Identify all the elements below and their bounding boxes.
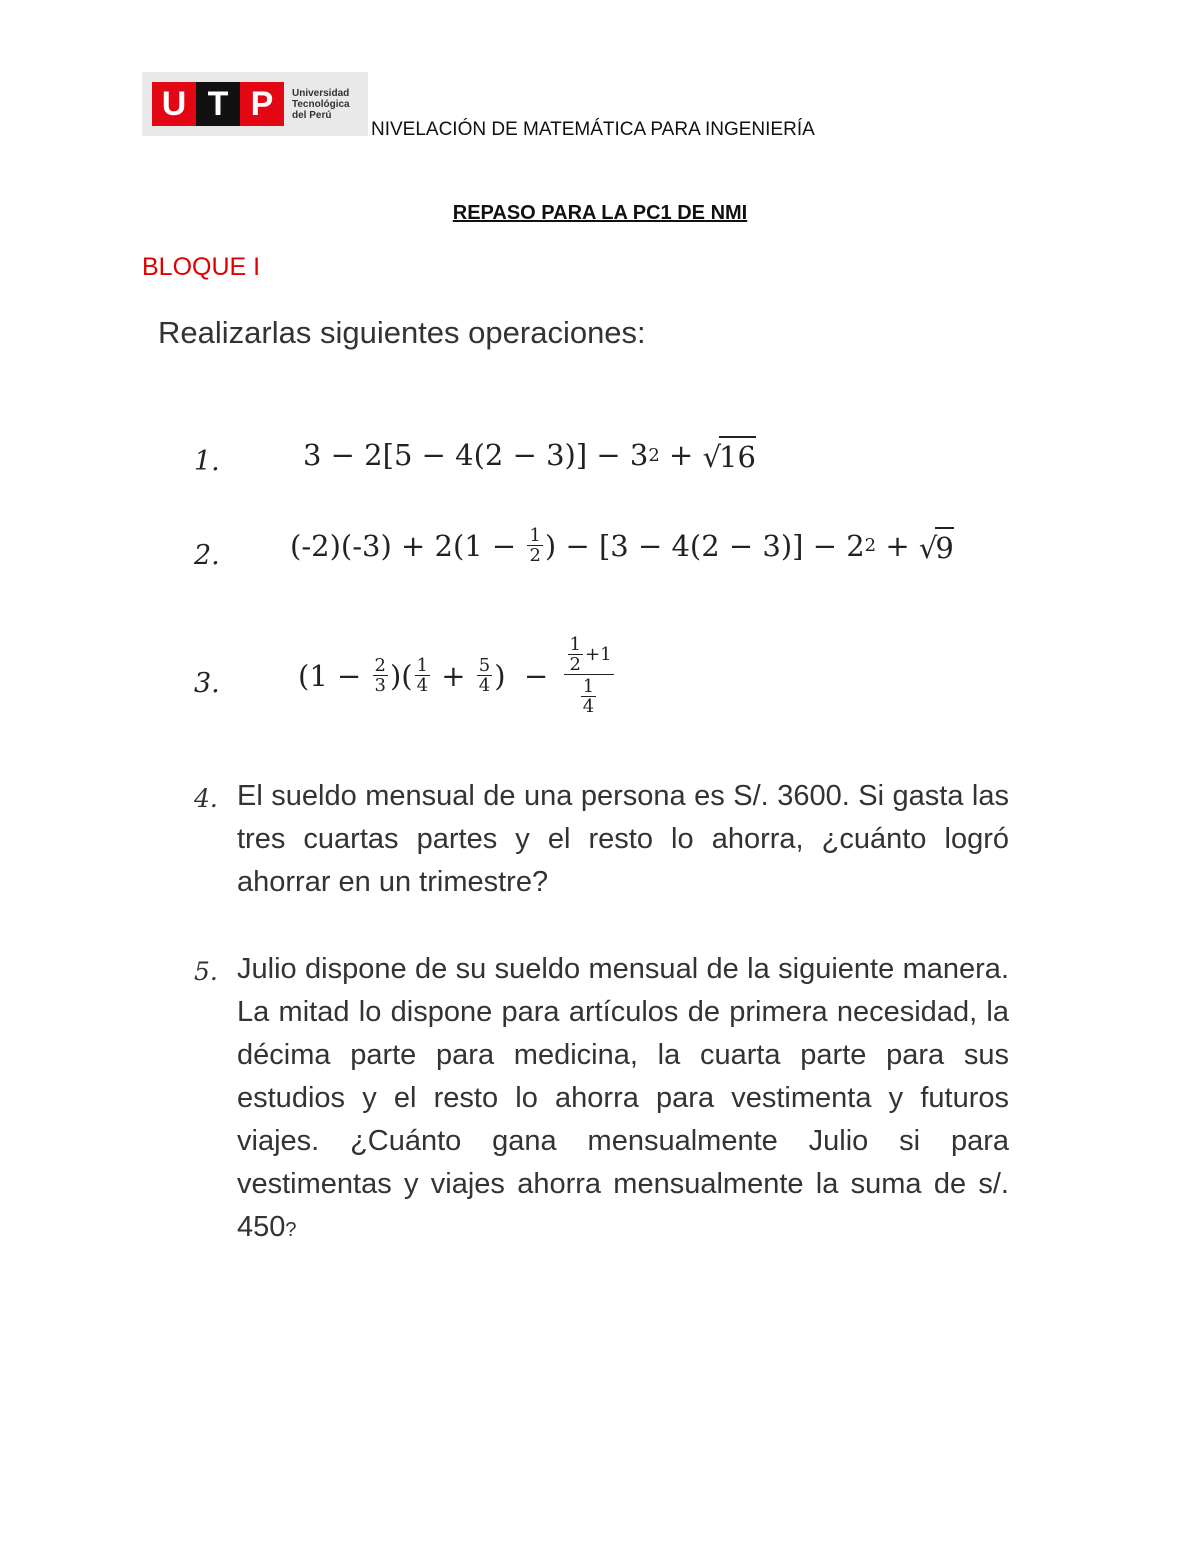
- instruction-text: Realizarlas siguientes operaciones:: [158, 315, 646, 350]
- logo-letter-p: P: [240, 82, 284, 126]
- square-root: √ 9: [919, 527, 954, 565]
- square-root: √ 16: [703, 436, 756, 474]
- utp-logo: [142, 72, 368, 136]
- fraction: $\frac{5}{4}$: [478, 655, 491, 696]
- problem-4-number: 4.: [194, 784, 218, 813]
- problem-4-text: El sueldo mensual de una persona es S/. 3600. Si gasta las tres cuartas partes y el resto lo ahorra, ¿cuánto logró ahorrar en un trimestre?: [237, 780, 1009, 898]
- exercise-3-expression: (1 − $\frac{2}{3}$ )( $\frac{1}{4}$ + $\frac{5}{4}$ ) − $\frac{1}{2}$ +1 $\frac{1}{4}$: [298, 634, 612, 717]
- fraction: $\frac{1}{2}$: [529, 525, 541, 566]
- exercise-1-number: 1.: [194, 446, 220, 477]
- logo-letter-u: U: [152, 82, 196, 126]
- fraction: $\frac{2}{3}$: [374, 655, 386, 696]
- problem-5-number: 5.: [194, 957, 218, 986]
- document-title: REPASO PARA LA PC1 DE NMI: [452, 202, 748, 224]
- exercise-1-expression: 3 − 2[5 − 4(2 − 3)] − 3 2 + √ 16: [303, 438, 756, 474]
- fraction: $\frac{1}{4}$: [582, 676, 595, 717]
- logo-university-name: Universidad Tecnológica del Perú: [292, 87, 350, 121]
- fraction: $\frac{1}{2}$: [569, 634, 581, 675]
- logo-letter-t: T: [196, 82, 240, 126]
- exercise-2-number: 2.: [194, 540, 220, 571]
- compound-fraction: $\frac{1}{2}$ +1 $\frac{1}{4}$: [564, 635, 614, 716]
- block-label: BLOQUE I: [142, 253, 261, 281]
- problem-5-text: Julio dispone de su sueldo mensual de la siguiente manera. La mitad lo dispone para artículos de primera necesidad, la décima parte para medicina, la cuarta parte para sus estudios y el resto lo ahorra para vestimenta y futuros viajes. ¿Cuánto gana mensualmente Julio si para vestimentas y viajes ahorra mensualmente la suma de s/. 450?: [237, 953, 1009, 1243]
- exercise-2-expression: (-2)(-3) + 2(1 − $\frac{1}{2}$ ) − [3 − 4(2 − 3)] − 2 2 + √ 9: [290, 525, 954, 566]
- fraction: $\frac{1}{4}$: [416, 655, 429, 696]
- course-title: NIVELACIÓN DE MATEMÁTICA PARA INGENIERÍA: [371, 119, 815, 140]
- exercise-3-number: 3.: [194, 668, 220, 699]
